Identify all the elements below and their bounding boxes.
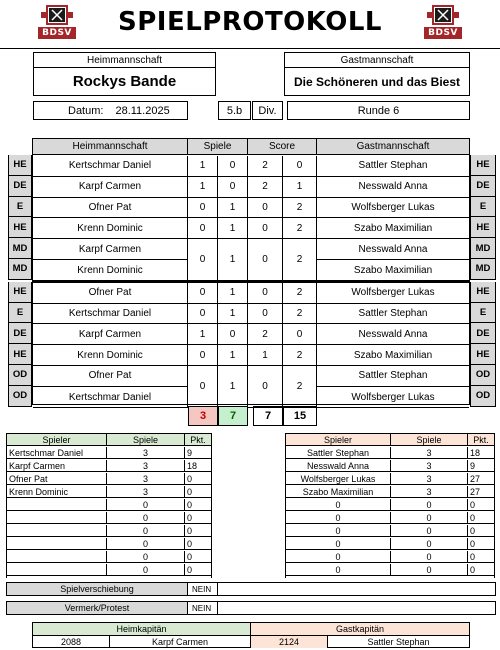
home-stats-games: 0 — [107, 525, 185, 536]
guest-stats-header-points: Pkt. — [473, 434, 489, 445]
guest-player-name: Nesswald Anna — [358, 181, 428, 193]
game-type-label: MD — [470, 238, 496, 259]
home-stats-row — [7, 551, 211, 563]
home-stats-player — [7, 551, 107, 562]
game-score-h: 0 — [248, 218, 283, 238]
home-stats-games: 3 — [107, 447, 185, 458]
game-score-h: 1 — [248, 345, 283, 365]
home-stats-row — [7, 564, 211, 576]
home-team-box — [33, 52, 216, 96]
home-stats-header — [7, 434, 211, 446]
home-player-name: Ofner Pat — [33, 198, 188, 218]
home-player-name: Krenn Dominic — [33, 260, 188, 281]
game-spiele-h: 0 — [188, 198, 218, 218]
game-type-label: E — [470, 197, 496, 218]
game-type-column-home — [8, 155, 32, 405]
game-type-label: MD — [8, 259, 32, 280]
game-type-label: DE — [470, 323, 496, 344]
division-label: Div. — [252, 101, 283, 120]
game-row — [33, 366, 469, 408]
date-box — [33, 101, 188, 120]
home-stats-points: 9 — [187, 447, 193, 458]
guest-stats-points: 0 — [470, 512, 476, 523]
game-spiele-h: 0 — [188, 366, 218, 407]
game-score-g: 2 — [283, 198, 317, 218]
guest-stats-points: 0 — [470, 564, 476, 575]
guest-stats-header-games: Spiele — [391, 434, 468, 445]
game-row — [33, 239, 469, 281]
home-stats-player: Kertschmar Daniel — [7, 447, 107, 458]
home-stats-player — [7, 512, 107, 523]
game-type-label: E — [8, 303, 32, 324]
game-spiele-h: 0 — [188, 218, 218, 238]
home-stats-points: 0 — [187, 512, 193, 523]
guest-stats-games: 3 — [391, 486, 468, 497]
guest-stats-player: 0 — [286, 525, 391, 536]
home-stats-row — [7, 473, 211, 485]
game-spiele-g: 1 — [218, 283, 248, 303]
bdsv-logo-right — [423, 3, 463, 39]
guest-player-stats — [285, 433, 495, 578]
top-divider — [0, 48, 500, 49]
guest-player-name: Nesswald Anna — [317, 239, 469, 260]
home-stats-games: 3 — [107, 460, 185, 471]
guest-stats-row — [286, 473, 494, 485]
guest-stats-header — [286, 434, 494, 446]
home-player-name: Karpf Carmen — [33, 239, 188, 260]
game-spiele-g: 0 — [218, 177, 248, 197]
guest-stats-points: 9 — [470, 460, 476, 471]
spielverschiebung-notes — [218, 583, 495, 595]
game-spiele-h: 0 — [188, 283, 218, 303]
guest-stats-row — [286, 564, 494, 576]
guest-stats-points: 27 — [470, 473, 481, 484]
game-spiele-h: 1 — [188, 156, 218, 176]
home-player-name: Kertschmar Daniel — [33, 387, 188, 408]
guest-stats-player: Szabo Maximilian — [286, 486, 391, 497]
game-type-label: HE — [8, 217, 32, 238]
home-stats-games: 0 — [107, 499, 185, 510]
vermerk-label: Vermerk/Protest — [7, 602, 188, 614]
game-score-g: 2 — [283, 218, 317, 238]
date-value: 28.11.2025 — [115, 104, 170, 117]
total-spiele-home — [188, 406, 218, 426]
home-stats-row — [7, 447, 211, 459]
home-stats-player: Karpf Carmen — [7, 460, 107, 471]
game-row — [33, 345, 469, 366]
spielverschiebung-row — [6, 582, 496, 596]
game-type-label: DE — [8, 176, 32, 197]
guest-stats-player: 0 — [286, 499, 391, 510]
game-spiele-g: 1 — [218, 304, 248, 324]
home-stats-header-points: Pkt. — [190, 434, 206, 445]
guest-stats-points: 18 — [470, 447, 481, 458]
guest-stats-games: 0 — [391, 538, 468, 549]
game-type-column-guest — [470, 155, 496, 405]
game-spiele-g: 1 — [218, 366, 248, 407]
guest-stats-row — [286, 512, 494, 524]
home-player-name: Kertschmar Daniel — [33, 156, 188, 176]
guest-captain-label: Gastkapitän — [251, 623, 469, 636]
home-stats-games: 3 — [107, 486, 185, 497]
game-spiele-g: 1 — [218, 198, 248, 218]
home-player-name: Karpf Carmen — [33, 324, 188, 344]
home-captain-label: Heimkapitän — [33, 623, 251, 636]
game-score-g: 2 — [283, 283, 317, 303]
game-row — [33, 283, 469, 304]
guest-stats-player: 0 — [286, 538, 391, 549]
home-stats-points: 0 — [187, 538, 193, 549]
home-stats-row — [7, 512, 211, 524]
guest-stats-row — [286, 538, 494, 550]
game-spiele-g: 0 — [218, 156, 248, 176]
vermerk-notes — [218, 602, 495, 614]
guest-stats-player: 0 — [286, 551, 391, 562]
home-player-name: Krenn Dominic — [33, 218, 188, 238]
game-type-label: HE — [470, 282, 496, 303]
home-stats-row — [7, 486, 211, 498]
game-type-label: HE — [470, 217, 496, 238]
guest-player-name: Sattler Stephan — [358, 307, 428, 319]
guest-player-name: Szabo Maximilian — [353, 349, 433, 361]
home-stats-games: 3 — [107, 473, 185, 484]
game-spiele-h: 0 — [188, 239, 218, 280]
spielverschiebung-label: Spielverschiebung — [7, 583, 188, 595]
guest-stats-games: 3 — [391, 460, 468, 471]
guest-stats-games: 0 — [391, 499, 468, 510]
guest-stats-player: 0 — [286, 564, 391, 575]
guest-player-name: Sattler Stephan — [358, 160, 428, 172]
home-team-label: Heimmannschaft — [34, 53, 215, 68]
date-label: Datum: — [68, 104, 104, 117]
guest-stats-row — [286, 460, 494, 472]
guest-captain-name: Sattler Stephan — [367, 637, 430, 647]
games-header-score: Score — [248, 139, 317, 154]
logo-text: BDSV — [424, 27, 462, 39]
home-stats-points: 0 — [187, 473, 193, 484]
game-score-h: 0 — [248, 304, 283, 324]
logo-text: BDSV — [38, 27, 76, 39]
total-spiele-home-value: 3 — [199, 410, 207, 422]
home-player-name: Krenn Dominic — [33, 345, 188, 365]
page-title: SPIELPROTOKOLL — [117, 7, 383, 37]
game-row — [33, 177, 469, 198]
game-type-label: MD — [470, 259, 496, 280]
division-value: 5.b — [218, 101, 251, 120]
game-score-g: 2 — [283, 304, 317, 324]
game-type-label: HE — [470, 155, 496, 176]
home-stats-games: 0 — [107, 564, 185, 575]
home-stats-points: 0 — [187, 564, 193, 575]
home-stats-player: Ofner Pat — [7, 473, 107, 484]
game-type-label: E — [470, 303, 496, 324]
game-score-g: 2 — [283, 239, 317, 280]
guest-stats-points: 0 — [470, 551, 476, 562]
game-row — [33, 218, 469, 239]
guest-stats-row — [286, 551, 494, 563]
guest-stats-player: Nesswald Anna — [286, 460, 391, 471]
guest-stats-row — [286, 486, 494, 498]
games-header-spiele: Spiele — [188, 139, 248, 154]
home-stats-player: Krenn Dominic — [7, 486, 107, 497]
game-spiele-g: 1 — [218, 239, 248, 280]
guest-stats-points: 0 — [470, 499, 476, 510]
guest-player-name: Wolfsberger Lukas — [351, 287, 435, 299]
home-stats-games: 0 — [107, 512, 185, 523]
game-score-g: 0 — [283, 156, 317, 176]
game-score-h: 0 — [248, 283, 283, 303]
guest-player-name: Szabo Maximilian — [353, 222, 433, 234]
guest-stats-games: 0 — [391, 512, 468, 523]
home-player-name: Ofner Pat — [33, 366, 188, 387]
home-player-name: Ofner Pat — [33, 283, 188, 303]
guest-captain-id: 2124 — [251, 636, 328, 648]
guest-stats-points: 0 — [470, 525, 476, 536]
vermerk-value: NEIN — [188, 602, 218, 614]
game-spiele-g: 1 — [218, 345, 248, 365]
home-stats-player — [7, 538, 107, 549]
game-row — [33, 198, 469, 219]
home-stats-player — [7, 525, 107, 536]
guest-team-label: Gastmannschaft — [285, 53, 469, 68]
home-stats-points: 0 — [187, 551, 193, 562]
games-header-home: Heimmannschaft — [33, 139, 188, 154]
game-score-h: 2 — [248, 177, 283, 197]
game-spiele-h: 0 — [188, 345, 218, 365]
games-header-row — [33, 139, 469, 155]
game-score-h: 0 — [248, 239, 283, 280]
game-row — [33, 156, 469, 177]
bdsv-logo-left — [37, 3, 77, 39]
guest-stats-row — [286, 525, 494, 537]
game-type-label: DE — [8, 323, 32, 344]
game-spiele-h: 0 — [188, 304, 218, 324]
game-type-label: HE — [8, 155, 32, 176]
home-stats-games: 0 — [107, 551, 185, 562]
games-header-guest: Gastmannschaft — [317, 139, 469, 154]
guest-player-name: Nesswald Anna — [358, 328, 428, 340]
game-spiele-g: 1 — [218, 218, 248, 238]
home-stats-row — [7, 525, 211, 537]
game-score-h: 2 — [248, 156, 283, 176]
home-stats-player — [7, 499, 107, 510]
home-team-name: Rockys Bande — [72, 73, 177, 90]
game-type-label: DE — [470, 176, 496, 197]
game-type-label: OD — [470, 386, 496, 407]
home-stats-header-games: Spiele — [107, 434, 185, 445]
guest-stats-games: 0 — [391, 551, 468, 562]
game-type-label: HE — [8, 344, 32, 365]
guest-stats-points: 0 — [470, 538, 476, 549]
game-type-label: OD — [8, 365, 32, 386]
home-stats-points: 0 — [187, 486, 193, 497]
game-row — [33, 304, 469, 325]
spielverschiebung-value: NEIN — [188, 583, 218, 595]
home-stats-games: 0 — [107, 538, 185, 549]
guest-player-name: Sattler Stephan — [317, 366, 469, 387]
home-captain-name: Karpf Carmen — [110, 636, 251, 648]
games-table — [32, 138, 470, 405]
guest-team-name: Die Schöneren und das Biest — [293, 74, 461, 89]
game-spiele-g: 0 — [218, 324, 248, 344]
game-type-label: HE — [8, 282, 32, 303]
vermerk-row — [6, 601, 496, 615]
home-captain-id: 2088 — [33, 636, 110, 648]
game-row — [33, 324, 469, 345]
home-stats-points: 0 — [187, 499, 193, 510]
game-type-label: OD — [470, 365, 496, 386]
game-type-label: MD — [8, 238, 32, 259]
total-score-home-value: 7 — [264, 410, 272, 422]
guest-stats-games: 0 — [391, 564, 468, 575]
round-value: Runde 6 — [287, 101, 470, 120]
game-score-g: 2 — [283, 345, 317, 365]
game-score-h: 2 — [248, 324, 283, 344]
game-score-h: 0 — [248, 366, 283, 407]
guest-stats-games: 3 — [391, 473, 468, 484]
guest-player-name: Wolfsberger Lukas — [351, 391, 435, 403]
captains-box — [32, 622, 470, 648]
home-stats-row — [7, 499, 211, 511]
guest-team-box — [284, 52, 470, 96]
guest-stats-player: Wolfsberger Lukas — [286, 473, 391, 484]
total-spiele-guest — [218, 406, 248, 426]
game-score-g: 2 — [283, 366, 317, 407]
game-score-h: 0 — [248, 198, 283, 218]
home-player-name: Karpf Carmen — [33, 177, 188, 197]
guest-stats-points: 27 — [470, 486, 481, 497]
game-type-label: E — [8, 197, 32, 218]
guest-stats-games: 0 — [391, 525, 468, 536]
guest-stats-header-player: Spieler — [286, 434, 391, 445]
home-stats-row — [7, 538, 211, 550]
game-spiele-h: 1 — [188, 324, 218, 344]
game-spiele-h: 1 — [188, 177, 218, 197]
guest-stats-player: 0 — [286, 512, 391, 523]
guest-stats-games: 3 — [391, 447, 468, 458]
home-stats-points: 18 — [187, 460, 198, 471]
game-score-g: 0 — [283, 324, 317, 344]
total-score-home — [253, 406, 283, 426]
home-stats-points: 0 — [187, 525, 193, 536]
guest-stats-row — [286, 499, 494, 511]
game-type-label: HE — [470, 344, 496, 365]
home-stats-player — [7, 564, 107, 575]
guest-player-name: Szabo Maximilian — [353, 264, 433, 276]
total-score-guest-value: 15 — [293, 410, 307, 422]
guest-stats-player: Sattler Stephan — [286, 447, 391, 458]
total-score-guest — [283, 406, 317, 426]
total-spiele-guest-value: 7 — [229, 410, 237, 422]
guest-stats-row — [286, 447, 494, 459]
home-stats-header-player: Spieler — [7, 434, 107, 445]
home-stats-row — [7, 460, 211, 472]
home-player-name: Kertschmar Daniel — [33, 304, 188, 324]
home-player-stats — [6, 433, 212, 578]
guest-player-name: Wolfsberger Lukas — [351, 201, 435, 213]
game-type-label: OD — [8, 386, 32, 407]
game-score-g: 1 — [283, 177, 317, 197]
